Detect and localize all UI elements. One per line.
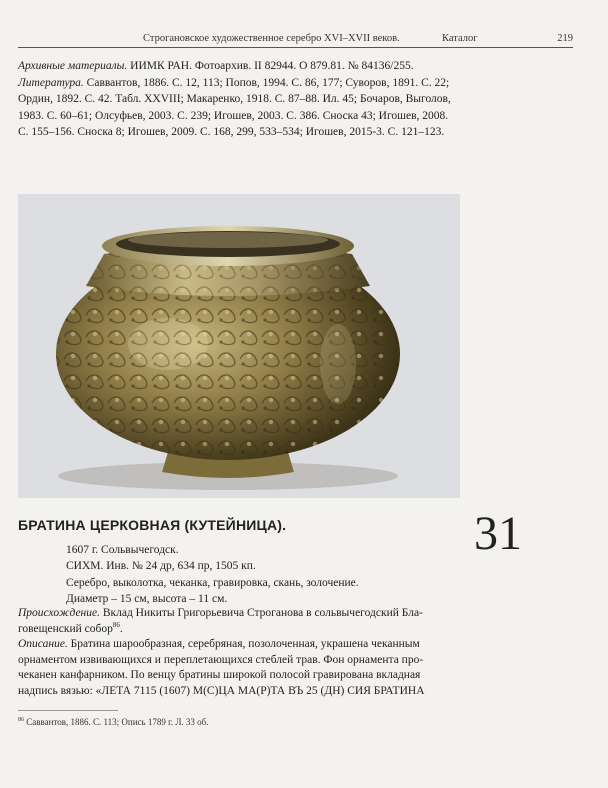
description-line: чеканен канфарником. По венцу братины широкой полосой гравирована вкладная	[18, 669, 421, 681]
inventory: СИХМ. Инв. № 24 др, 634 пр, 1505 кп.	[66, 559, 256, 572]
object-title: БРАТИНА ЦЕРКОВНАЯ (КУТЕЙНИЦА).	[18, 517, 287, 533]
provenance-end: .	[119, 622, 123, 635]
bratina-photo	[18, 194, 460, 498]
references-block	[18, 58, 578, 141]
header-rule	[18, 47, 573, 48]
provenance-label: Происхождение.	[18, 607, 100, 619]
archive-label: Архивные материалы.	[18, 60, 128, 72]
literature-label: Литература.	[18, 76, 84, 89]
footnote-number: 86	[18, 717, 24, 723]
footnote-rule	[18, 710, 118, 711]
archive-line	[18, 58, 578, 75]
header-title: Строгановское художественное серебро XVI–XVII веков.	[143, 33, 400, 44]
literature-text: Саввантов, 1886. С. 12, 113; Попов, 1994. С. 86, 177; Суворов, 1891. С. 22;	[83, 76, 450, 89]
literature-line: Ордин, 1892. С. 42. Табл. XXVIII; Макаренко, 1918. С. 87–88. Ил. 45; Бочаров, Выголов,	[18, 93, 451, 105]
header-section: Каталог	[442, 33, 478, 44]
provenance-line	[18, 606, 466, 622]
bratina-illustration	[18, 194, 460, 498]
dimensions: Диаметр – 15 см, высота – 11 см.	[66, 592, 228, 605]
literature-line	[18, 75, 578, 92]
page-number: 219	[557, 33, 573, 44]
description-line: орнаментом извивающихся и переплетающихся стеблей трав. Фон орнамента про-	[18, 653, 424, 666]
description-text: Братина шарообразная, серебряная, позолоченная, украшена чеканным	[67, 638, 420, 650]
catalog-number: 31	[474, 507, 522, 560]
material: Серебро, выколотка, чеканка, гравировка, скань, золочение.	[66, 577, 359, 589]
archive-text: ИИМК РАН. Фотоархив. II 82944. О 879.81. № 84136/255.	[127, 60, 414, 72]
description-line	[18, 637, 466, 653]
description-label: Описание.	[18, 638, 68, 650]
description-block	[18, 606, 466, 699]
date-place: 1607 г. Сольвычегодск.	[66, 544, 179, 556]
running-header	[18, 24, 573, 46]
footnote	[18, 717, 209, 727]
footnote-text: Саввантов, 1886. С. 113; Опись 1789 г. Л. 33 об.	[24, 717, 209, 727]
footnote-ref[interactable]: 86	[112, 620, 120, 629]
provenance-text-2: говещенский собор	[18, 622, 113, 635]
object-meta	[66, 543, 359, 607]
literature-line: С. 155–156. Сноска 8; Игошев, 2009. С. 168, 299, 533–534; Игошев, 2015-3. С. 121–123.	[18, 126, 445, 138]
literature-line: 1983. С. 60–61; Олсуфьев, 2003. С. 239; Игошев, 2003. С. 386. Сноска 43; Игошев, 2008.	[18, 109, 449, 122]
description-line: надпись вязью: «ЛЕТА 7115 (1607) М(С)ЦА МА(Р)ТА ВЪ 25 (ДН) СИЯ БРАТИНА	[18, 684, 425, 697]
provenance-text: Вклад Никиты Григорьевича Строганова в сольвычегодский Бла-	[99, 607, 423, 619]
provenance-line-2	[18, 622, 466, 638]
